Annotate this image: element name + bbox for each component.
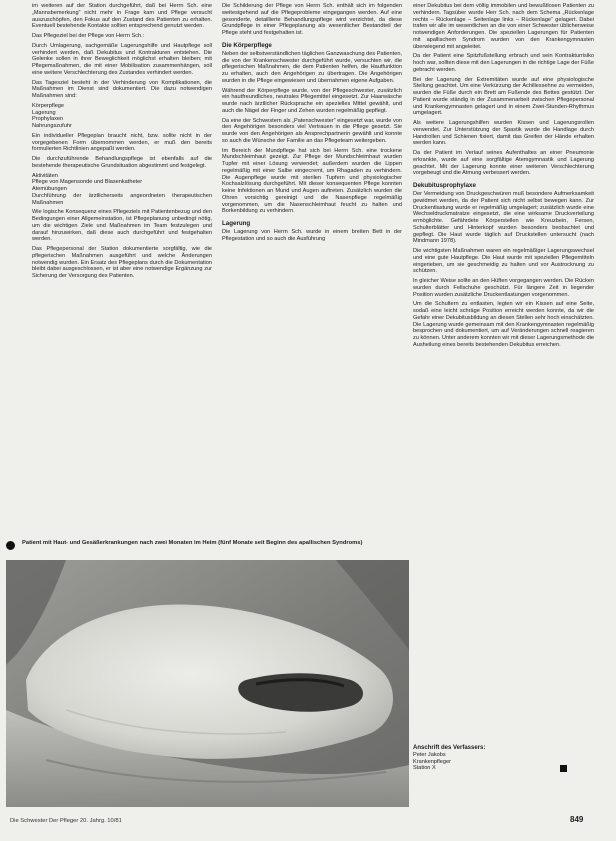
author-line: Krankenpfleger (413, 758, 451, 765)
paragraph: Das Pflegepersonal der Station dokumentierte sorgfältig, wie die pflegerischen Maßnahmen ausgeführt und welche Änderungen notwendig wurden. Ein Ersatz des Pflegeplans durch die Dokumentation bleibt dabei ausgeschlossen, er ist aber eine notwendige Ergänzung zur Sicherung der Versorgung des Patienten. (32, 246, 212, 279)
paragraph: Der Vermeidung von Druckgeschwüren muß besondere Aufmerksamkeit gewidmet werden, da der Patient sich nicht selbst bewegen kann. Zur Druckentlastung wurde er regelmäßig umgelagert; zusätzlich wurde eine Wechseldruckmatratze eingesetzt, die eine wirksame Druckverteilung ermöglichte. Gefährdete Körperstellen wie Kreuzbein, Fersen, Schulterblätter und Hinterkopf wurden besonders beobachtet und gepflegt. Die Haut wurde täglich auf Druckstellen untersucht (nach Mindmann 1978). (413, 191, 594, 245)
paragraph: Die wichtigsten Maßnahmen waren ein regelmäßiger Lagerungswechsel und eine gute Hautpflege. Die Haut wurde mit speziellen Pflegemitteln eingerieben, um sie geschmeidig zu halten und vor Austrocknung zu schützen. (413, 248, 594, 275)
list-item: Nahrungszufuhr (32, 123, 72, 129)
author-line: Station X (413, 765, 436, 772)
paragraph: Die durchzuführende Behandlungspflege ist ebenfalls auf die bestehende therapeutische Grundsituation abgestimmt und festgelegt. (32, 156, 212, 169)
text-column-3 (413, 3, 594, 813)
paragraph: im weiteren auf der Station durchgeführt, daß bei Herrn Sch. eine „Mannsbemerkung“ nicht mehr in Frage kam und Pflege versucht auszuschöpfen, den Fokus auf den Zustand des Patienten zu erhalten. Eventuell bestehende Kontakte sollten entsprechend genutzt werden. (32, 3, 212, 30)
section-heading: Dekubitusprophylaxe (413, 182, 476, 189)
paragraph: Um die Schultern zu entlasten, legten wir ein Kissen auf eine Seite, sodaß eine leicht schräge Position erreicht werden konnte, da wir die Gefahr einer Dekubitusbildung an diesen Stellen sehr hoch einschätzten. Die Lagerung wurde gemeinsam mit den Krankengymnasten regelmäßig besprochen und dokumentiert, um auf Veränderungen schnell reagieren zu können. Unter anderem konnten wir mit dieser Lagerungsmethode die Ausheilung eines bereits bestehenden Dekubitus erreichen. (413, 301, 594, 348)
paragraph: Durch Umlagerung, sachgemäße Lagerungshilfe und Hautpflege soll verhindert werden, daß Dekubitus und Kontrakturen entstehen. Die Gelenke sollen in ihrer Beweglichkeit möglichst erhalten bleiben; mit Pflegemaßnahmen, die mit einer Mobilisation zusammenhängen, soll eine weitere Verschlechterung des Zustandes verhindert werden. (32, 42, 212, 76)
end-of-article-mark (560, 765, 567, 772)
page-number: 849 (570, 815, 584, 824)
paragraph: Im Bereich der Mundpflege hat sich bei Herrn Sch. eine trockene Mundschleimhaut gezeigt. Zur Pflege der Mundschleimhaut wurden Tupfer mit einer Lösung verwendet; außerdem wurden die Lippen regelmäßig mit einer Salbe eingecremt, um Rhagaden zu verhindern. Die Augenpflege wurde mit sterilen Tupfern und physiologischer Kochsalzlösung durchgeführt. Mit dieser konsequenten Pflege konnten keine Infektionen an Mund und Augen auftreten. Zusätzlich wurden die Ohren vorsichtig gereinigt und die Nasenpflege regelmäßig vorgenommen, um die Nasenschleimhaut feucht zu halten und Borkenbildung zu verhindern. (222, 147, 402, 215)
figure-caption: Patient mit Haut- und Gesäßerkrankungen nach zwei Monaten im Heim (fünf Monate seit Beginn des apallischen Syndroms) (22, 540, 363, 546)
figure (6, 540, 409, 807)
patient-photo (6, 560, 409, 807)
text-column-1 (32, 3, 212, 543)
paragraph: Wie logische Konsequenz eines Pflegeziels mit Patientenbezug und den Bedingungen einer Allgemeinstation, ist Pflegeplanung unbedingt nötig, um die wichtigen Ziele und Maßnahmen im Team festzulegen und darauf hinzuwirken, daß diese auch durchgeführt und festgehalten werden. (32, 209, 212, 243)
paragraph: Durchführung der ärztlicherseits angeordneten therapeutischen Maßnahmen (32, 192, 212, 206)
journal-footer: Die Schwester Der Pfleger 20. Jahrg. 10/81 (10, 818, 122, 824)
measures-list (32, 103, 212, 130)
author-line: Peter Jakobs (413, 751, 446, 758)
list-item: Körperpflege (32, 102, 65, 109)
paragraph: Da der Patient eine Spitzfußstellung erbrach und sein Kontrakturrisiko hoch war, sollten diese mit den Lagerungen in die richtige Lage der Füße gebracht werden. (413, 53, 594, 73)
paragraph: Ein individueller Pflegeplan braucht nicht, bzw. sollte nicht in der vorgegebenen Form übernommen werden, er muß den bereits formulierten Richtlinien angepaßt werden. (32, 132, 212, 153)
paragraph: Die Schilderung der Pflege von Herrn Sch. enthält sich im folgenden weitestgehend auf die Pflegeprobleme eingegangen werden. Auf eine gesonderte, detaillierte Behandlungspflege wird verzichtet, da diese Grundpflege in einer Pflegeplanung als wesentlicher Bestandteil der Pflege steht und festgehalten ist. (222, 3, 402, 36)
list-item: Prophylaxen (32, 116, 64, 123)
caption-bullet-icon (6, 541, 15, 550)
paragraph: einer Dekubitus bei dem völlig immobilen und bewußtlosen Patienten zu verhindern. Tagsüber wurde Herr Sch. nach dem Schema „Rückenlage rechts – Rückenlage – Seitenlage links – Rückenlage“ gelagert. Dabei trafen wir alle im wesentlichen an die von einer Schwester üblicherweise notwendigen Anforderungen. Die speziellen Lagerungen für Patienten mit apallischem Syndrom wurden von den Krankengymnasten überwiegend mit angeleitet. (413, 3, 594, 50)
list-item: Lagerung (32, 109, 56, 116)
paragraph: Pflege von Magensonde und Blasenkatheter (32, 179, 143, 186)
paragraph: Das Pflegeziel bei der Pflege von Herrn Sch.: (32, 33, 145, 39)
section-heading: Die Körperpflege (222, 41, 272, 49)
section-heading: Lagerung (222, 220, 251, 227)
paragraph: In gleicher Weise sollte an den Hüften vorgegangen werden. Die Rücken wurden durch Fellschuhe geschützt. Für längere Zeit in liegender Position wurden zusätzliche Druckentlastungen vorgenommen. (413, 278, 594, 298)
paragraph: Da eine der Schwestern als „Patenschwester“ eingesetzt war, wurde von den Angehörigen besonders viel Vertrauen in die Pflege gesetzt. Sie wurde von den Angehörigen als Ansprechpartnerin gewählt und konnte so auch die Wünsche der Familie an das Pflegeteam weitergeben. (222, 117, 402, 144)
paragraph: Das Tagesziel besteht in der Verhinderung von Komplikationen, die Maßnahmen im Dienst sind dokumentiert. Die dazu notwendigen Maßnahmen sind: (32, 79, 212, 99)
paragraph: Als weitere Lagerungshilfen wurden Kissen und Lagerungsrollen verwendet. Zur Unterstützung der Spastik wurde die Handlage durch Handrollen und Schienen fixiert, damit das Greifen der Hände erhalten werden kann. (413, 120, 594, 147)
text-column-2 (222, 3, 402, 543)
paragraph: Bei der Lagerung der Extremitäten wurde auf eine physiologische Stellung geachtet. Um eine Verkürzung der Achillessehne zu vermeiden, wurden die Füße durch ein Brett am Fußende des Bettes gestützt. Der Patient wurde ständig in der Zusammenarbeit zwischen Pflegepersonal und Krankengymnasten gelagert und in einem Zwei-Stunden-Rhythmus umgelagert. (413, 76, 594, 117)
paragraph: Während der Körperpflege wurde, von der Pflegeschwester, zusätzlich ein hautfreundliches, neutrales Pflegemittel eingesetzt. Zur Haarwäsche wurde nach ärztlicher Rücksprache ein spezielles Mittel gewählt, und auch die Nägel der Finger und Zehen wurden regelmäßig gepflegt. (222, 87, 402, 114)
paragraph: Da der Patient im Verlauf seines Aufenthaltes an einer Pneumonie erkrankte, wurde auf eine sorgfältige Atemgymnastik und Lagerung geachtet. Mit der Lagerung konnte einer weiteren Verschlechterung vorgebeugt und die Atmung verbessert werden. (413, 150, 594, 177)
paragraph: Aktivitäten (32, 172, 58, 179)
paragraph: Neben der selbstverständlichen täglichen Ganzwaschung des Patienten, die von der Krankenschwester durchgeführt wurde, versuchten wir, die pflegerischen Maßnahmen, die dem Patienten helfen, die Hautfunktion zu erhalten, auch den Angehörigen zu übertragen. Die Angehörigen wurden in die Pflege eingewiesen und übernahmen eigene Aufgaben. (222, 50, 402, 84)
author-heading: Anschrift des Verfassers: (413, 745, 486, 751)
paragraph: Die Lagerung von Herrn Sch. wurde in einem breiten Bett in der Pflegestation und so auch die Ausführung (222, 229, 402, 242)
paragraph: Atemübungen (32, 186, 67, 192)
